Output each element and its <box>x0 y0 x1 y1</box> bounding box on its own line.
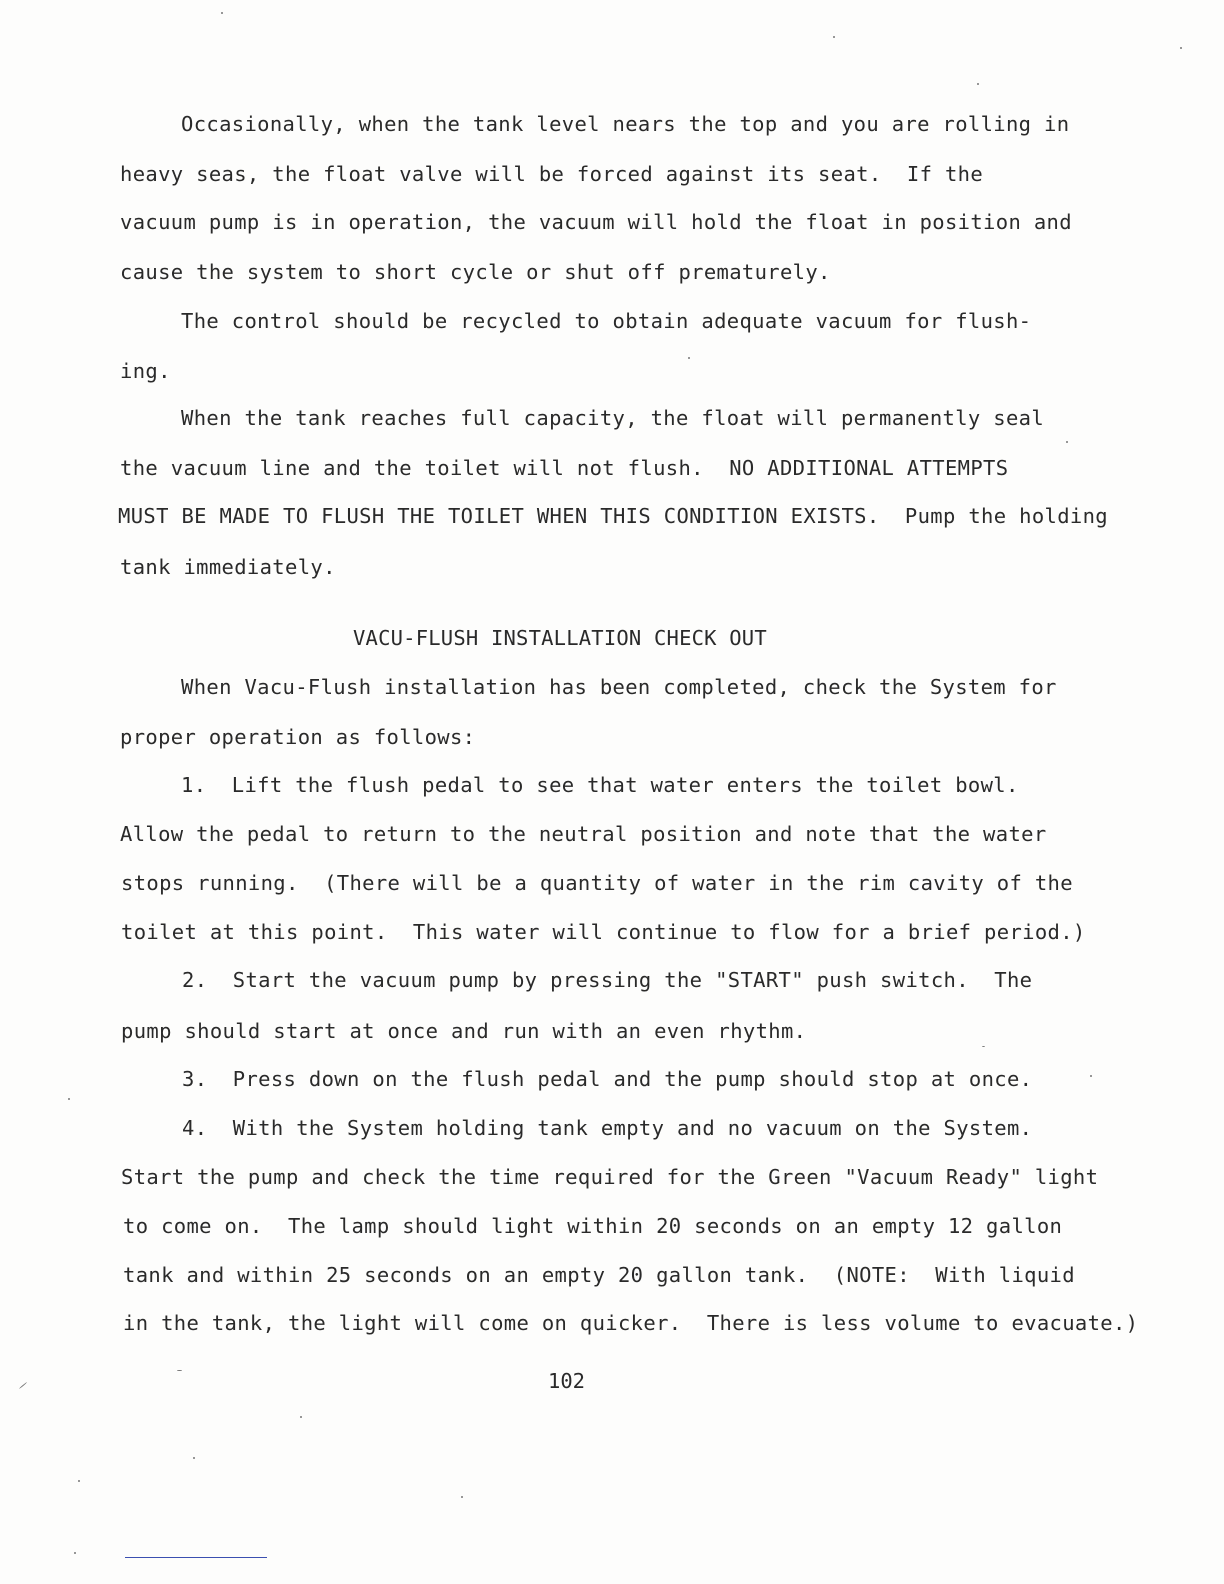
step-line: pump should start at once and run with an even rhythm. <box>121 1019 807 1043</box>
scan-speck <box>221 12 223 14</box>
page-number: 102 <box>548 1369 586 1393</box>
text-line: When the tank reaches full capacity, the float will permanently seal <box>181 406 1045 430</box>
scan-speck <box>78 1480 80 1482</box>
text-line: ing. <box>120 359 171 383</box>
scan-speck <box>1066 441 1068 443</box>
section-heading: VACU-FLUSH INSTALLATION CHECK OUT <box>353 626 767 650</box>
text-line: When Vacu-Flush installation has been completed, check the System for <box>181 675 1057 699</box>
step-line: 1. Lift the flush pedal to see that water enters the toilet bowl. <box>181 773 1019 797</box>
text-line: MUST BE MADE TO FLUSH THE TOILET WHEN THIS CONDITION EXISTS. Pump the holding <box>118 504 1108 528</box>
scan-speck <box>74 1552 76 1554</box>
scan-speck <box>300 1416 302 1418</box>
step-line: Allow the pedal to return to the neutral position and note that the water <box>120 822 1047 846</box>
step-line: toilet at this point. This water will continue to flow for a brief period.) <box>121 920 1086 944</box>
text-line: cause the system to short cycle or shut off prematurely. <box>120 260 831 284</box>
step-line: stops running. (There will be a quantity of water in the rim cavity of the <box>121 871 1073 895</box>
step-line: in the tank, the light will come on quicker. There is less volume to evacuate.) <box>123 1311 1139 1335</box>
scan-speck <box>833 36 835 38</box>
scan-mark <box>19 1382 27 1389</box>
text-line: proper operation as follows: <box>120 725 476 749</box>
step-line: 4. With the System holding tank empty and no vacuum on the System. <box>182 1116 1033 1140</box>
scan-speck <box>68 1098 70 1100</box>
step-line: tank and within 25 seconds on an empty 20 gallon tank. (NOTE: With liquid <box>123 1263 1075 1287</box>
text-line: The control should be recycled to obtain adequate vacuum for flush- <box>181 309 1032 333</box>
text-line: Occasionally, when the tank level nears the top and you are rolling in <box>181 112 1070 136</box>
text-line: vacuum pump is in operation, the vacuum will hold the float in position and <box>120 210 1072 234</box>
footnote-rule <box>125 1557 267 1558</box>
scan-speck <box>1090 1075 1092 1077</box>
step-line: 2. Start the vacuum pump by pressing the "START" push switch. The <box>182 968 1033 992</box>
step-line: Start the pump and check the time required for the Green "Vacuum Ready" light <box>121 1165 1099 1189</box>
step-line: 3. Press down on the flush pedal and the pump should stop at once. <box>182 1067 1033 1091</box>
scan-speck <box>193 1457 195 1459</box>
scan-speck <box>982 1046 985 1047</box>
scan-speck <box>1180 47 1182 49</box>
text-line: the vacuum line and the toilet will not flush. NO ADDITIONAL ATTEMPTS <box>120 456 1009 480</box>
scan-speck <box>461 1496 463 1498</box>
text-line: tank immediately. <box>120 555 336 579</box>
scan-speck <box>977 83 979 85</box>
scan-speck <box>177 1370 182 1371</box>
text-line: heavy seas, the float valve will be forced against its seat. If the <box>120 162 984 186</box>
step-line: to come on. The lamp should light within 20 seconds on an empty 12 gallon <box>123 1214 1063 1238</box>
scan-speck <box>688 357 690 359</box>
